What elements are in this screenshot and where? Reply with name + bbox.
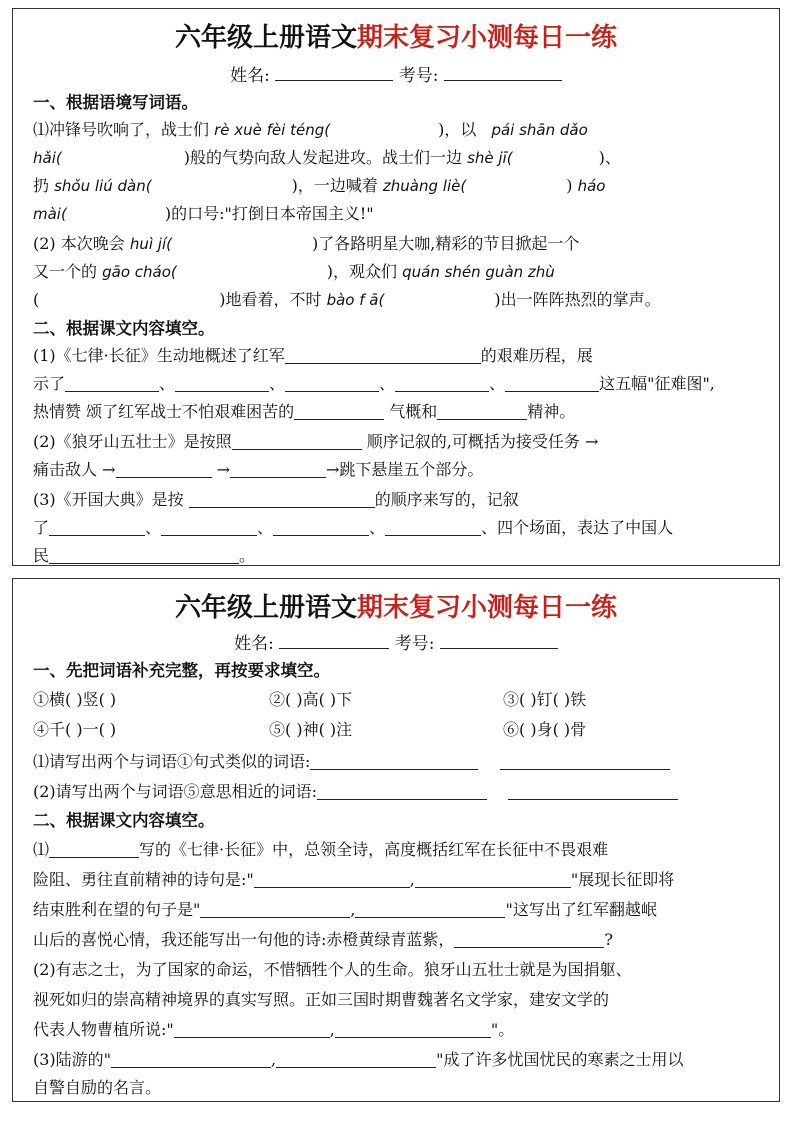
text: , — [409, 870, 415, 889]
pinyin: mài( — [33, 205, 67, 223]
word-item-3[interactable]: ③( )钉( )铁 — [503, 690, 587, 709]
text: 写的《七律·长征》中，总领全诗，高度概括红军在长征中不畏艰难 — [139, 840, 609, 859]
exam-label: 考号: — [398, 66, 439, 86]
section-heading-1: 一、根据语境写词语。 — [33, 93, 198, 112]
pinyin: rè xuè fèi téng( — [214, 121, 331, 139]
title-red: 期末复习小测每日一练 — [357, 23, 618, 53]
pinyin: shǒu liú dàn( — [54, 177, 152, 195]
p2-line-3 — [33, 1017, 765, 1040]
answer-blank[interactable] — [508, 782, 678, 800]
answer-blank[interactable] — [294, 402, 384, 420]
text: → — [216, 460, 230, 479]
p2-line-1: (2)有志之士，为了国家的命运，不惜牺牲个人的生命。狼牙山五壮士就是为国捐躯、 — [33, 960, 632, 979]
name-label: 姓名: — [230, 66, 270, 86]
text: 、 — [269, 374, 286, 393]
answer-blank[interactable] — [385, 518, 481, 536]
section-heading-2: 二、根据课文内容填空。 — [33, 319, 215, 338]
text: (2)请写出两个与词语⑤意思相近的词语: — [33, 782, 318, 801]
q2-line-2 — [33, 259, 765, 282]
text: (1)《七律·长征》生动地概述了红军 — [33, 346, 285, 365]
answer-blank[interactable] — [49, 518, 145, 536]
text: "这写出了红军翻越岷 — [505, 900, 657, 919]
name-exam-bar — [13, 61, 779, 86]
text: (2) 本次晚会 — [33, 234, 125, 253]
q2-line — [33, 779, 765, 802]
text: →跳下悬崖五个部分。 — [326, 460, 484, 479]
s2-line-2 — [33, 371, 765, 394]
pinyin: bào f ā( — [326, 291, 385, 309]
p1-line-4 — [33, 927, 765, 950]
text: 示了 — [33, 374, 66, 393]
text: 险阻、勇往直前精神的诗句是:" — [33, 870, 254, 889]
text: ? — [604, 930, 613, 949]
word-item-5[interactable]: ⑤( )神( )注 — [269, 720, 353, 739]
s2-line-3 — [33, 399, 765, 422]
text: "成了许多忧国忧民的寒素之士用以 — [436, 1050, 684, 1069]
answer-blank[interactable] — [395, 374, 489, 392]
text: (2)《狼牙山五壮士》是按照 — [33, 432, 232, 451]
p1-line-2 — [33, 867, 765, 890]
title-red: 期末复习小测每日一练 — [357, 593, 618, 623]
name-label: 姓名: — [234, 634, 274, 654]
pinyin: shè jī( — [467, 149, 513, 167]
q1-line-2 — [33, 145, 765, 168]
text: 扔 — [33, 176, 50, 195]
text: ( — [33, 290, 40, 309]
exam-number-field[interactable] — [444, 62, 562, 81]
pinyin: huì jí( — [129, 235, 172, 253]
s2-line-6 — [33, 487, 765, 510]
text: 了 — [33, 518, 50, 537]
s2-line-4 — [33, 429, 765, 452]
answer-blank[interactable] — [317, 782, 487, 800]
title-black: 六年级上册语文 — [174, 23, 357, 53]
answer-blank[interactable] — [415, 870, 571, 888]
word-item-1[interactable]: ①横( )竖( ) — [33, 690, 117, 709]
text: , — [271, 1050, 277, 1069]
text: )出一阵阵热烈的掌声。 — [494, 290, 661, 309]
answer-blank[interactable] — [505, 374, 599, 392]
name-field[interactable] — [279, 630, 389, 649]
answer-blank[interactable] — [49, 546, 239, 564]
text: 、 — [257, 518, 274, 537]
answer-blank[interactable] — [273, 518, 369, 536]
text: 顺序记叙的,可概括为接受任务 → — [366, 432, 599, 451]
answer-blank[interactable] — [116, 460, 212, 478]
p1-line-1 — [33, 837, 765, 860]
q1-line — [33, 749, 765, 772]
answer-blank[interactable] — [335, 1020, 491, 1038]
answer-blank[interactable] — [174, 1020, 330, 1038]
answer-blank[interactable] — [161, 518, 257, 536]
text: 的艰难历程，展 — [480, 346, 593, 365]
worksheet-2 — [12, 578, 780, 1102]
q1-line-1 — [33, 117, 765, 140]
text: ⑴ — [33, 840, 50, 859]
text: )地看着，不时 — [219, 290, 322, 309]
text: 、 — [159, 374, 176, 393]
q2-line-3 — [33, 287, 765, 310]
name-exam-bar — [13, 629, 779, 654]
q1-line-3 — [33, 173, 765, 196]
text: 热情赞 颂了红军战士不怕艰难困苦的 — [33, 402, 295, 421]
answer-blank[interactable] — [49, 840, 139, 858]
text: )，以 — [438, 120, 477, 139]
text: 、 — [489, 374, 506, 393]
worksheet-title — [13, 17, 779, 54]
text: )，一边喊着 — [291, 176, 378, 195]
text: )的口号:"打倒日本帝国主义!" — [164, 204, 374, 223]
text: 气概和 — [389, 402, 438, 421]
text: 、 — [145, 518, 162, 537]
text: )般的气势向敌人发起进攻。战士们一边 — [183, 148, 462, 167]
worksheet-1 — [12, 8, 780, 566]
answer-blank[interactable] — [500, 752, 670, 770]
pinyin: pái shān dǎo — [491, 121, 588, 139]
section-heading-2: 二、根据课文内容填空。 — [33, 811, 215, 830]
pinyin: zhuàng liè( — [382, 177, 467, 195]
answer-blank[interactable] — [285, 374, 379, 392]
answer-blank[interactable] — [175, 374, 269, 392]
answer-blank[interactable] — [285, 346, 481, 364]
text: ⑴请写出两个与词语①句式类似的词语: — [33, 752, 311, 771]
word-item-4[interactable]: ④千( )一( ) — [33, 720, 117, 739]
text: , — [350, 900, 356, 919]
text: 民 — [33, 546, 50, 565]
text: )了各路明星大咖,精彩的节目掀起一个 — [312, 234, 580, 253]
answer-blank[interactable] — [454, 930, 604, 948]
name-field[interactable] — [275, 62, 393, 81]
section-heading-1: 一、先把词语补充完整，再按要求填空。 — [33, 661, 330, 680]
exam-number-field[interactable] — [440, 630, 558, 649]
text: 的顺序来写的，记叙 — [374, 490, 519, 509]
p3-line-2: 自警自励的名言。 — [33, 1078, 162, 1097]
pinyin: gāo cháo( — [102, 263, 177, 281]
answer-blank[interactable] — [310, 752, 478, 770]
pinyin: háo — [577, 177, 606, 195]
title-black: 六年级上册语文 — [174, 593, 357, 623]
answer-blank[interactable] — [65, 374, 159, 392]
s2-line-7 — [33, 515, 765, 538]
exam-label: 考号: — [394, 634, 435, 654]
text: 痛击敌人 → — [33, 460, 116, 479]
text: )，观众们 — [326, 262, 397, 281]
text: , — [329, 1020, 335, 1039]
word-item-6[interactable]: ⑥( )身( )骨 — [503, 720, 587, 739]
text: 山后的喜悦心情，我还能写出一句他的诗:赤橙黄绿青蓝紫， — [33, 930, 455, 949]
text: "展现长征即将 — [570, 870, 675, 889]
pinyin: quán shén guàn zhù — [402, 263, 555, 281]
text: (3)《开国大典》是按 — [33, 490, 184, 509]
answer-blank[interactable] — [189, 490, 375, 508]
text: 这五幅"征难图", — [599, 374, 715, 393]
answer-blank[interactable] — [232, 432, 362, 450]
text: 代表人物曹植所说:" — [33, 1020, 174, 1039]
q1-line-4 — [33, 201, 765, 224]
text: 精神。 — [527, 402, 576, 421]
word-item-2[interactable]: ②( )高( )下 — [269, 690, 353, 709]
pinyin: hǎi( — [33, 149, 62, 167]
answer-blank[interactable] — [111, 1050, 271, 1068]
s2-line-1 — [33, 343, 765, 366]
answer-blank[interactable] — [437, 402, 527, 420]
text: )、 — [598, 148, 621, 167]
worksheet-title — [13, 587, 779, 624]
text: 。 — [239, 546, 256, 565]
answer-blank[interactable] — [254, 870, 410, 888]
p3-line-1 — [33, 1047, 765, 1070]
answer-blank[interactable] — [355, 900, 505, 918]
text: (3)陆游的" — [33, 1050, 112, 1069]
s2-line-5 — [33, 457, 765, 480]
p2-line-2: 视死如归的崇高精神境界的真实写照。正如三国时期曹魏著名文学家，建安文学的 — [33, 990, 610, 1009]
q2-line-1 — [33, 231, 765, 254]
answer-blank[interactable] — [276, 1050, 436, 1068]
s2-line-8 — [33, 543, 765, 566]
text: "。 — [490, 1020, 515, 1039]
text: 又一个的 — [33, 262, 98, 281]
answer-blank[interactable] — [230, 460, 326, 478]
text: ) — [566, 176, 573, 195]
text: ⑴冲锋号吹响了，战士们 — [33, 120, 210, 139]
answer-blank[interactable] — [200, 900, 350, 918]
text: 、四个场面，表达了中国人 — [481, 518, 674, 537]
text: 、 — [379, 374, 396, 393]
p1-line-3 — [33, 897, 765, 920]
text: 结束胜利在望的句子是" — [33, 900, 201, 919]
text: 、 — [369, 518, 386, 537]
